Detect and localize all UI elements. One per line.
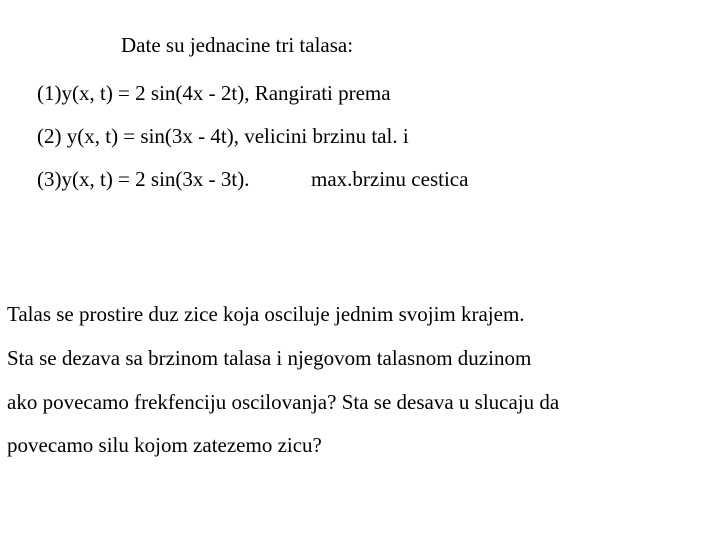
paragraph-line-4: povecamo silu kojom zatezemo zicu? (7, 433, 322, 457)
heading: Date su jednacine tri talasa: (121, 33, 354, 57)
paragraph-line-3: ako povecamo frekfenciju oscilovanja? Sta se desava u slucaju da (7, 390, 560, 414)
equation-1: (1)y(x, t) = 2 sin(4x - 2t), Rangirati prema (37, 81, 391, 105)
equation-3: (3)y(x, t) = 2 sin(3x - 3t). (37, 167, 250, 191)
paragraph-line-1: Talas se prostire duz zice koja osciluje jednim svojim krajem. (7, 302, 525, 326)
paragraph-line-2: Sta se dezava sa brzinom talasa i njegovom talasnom duzinom (7, 346, 532, 370)
equation-2: (2) y(x, t) = sin(3x - 4t), velicini brzinu tal. i (37, 124, 409, 148)
equation-note: max.brzinu cestica (311, 167, 469, 191)
